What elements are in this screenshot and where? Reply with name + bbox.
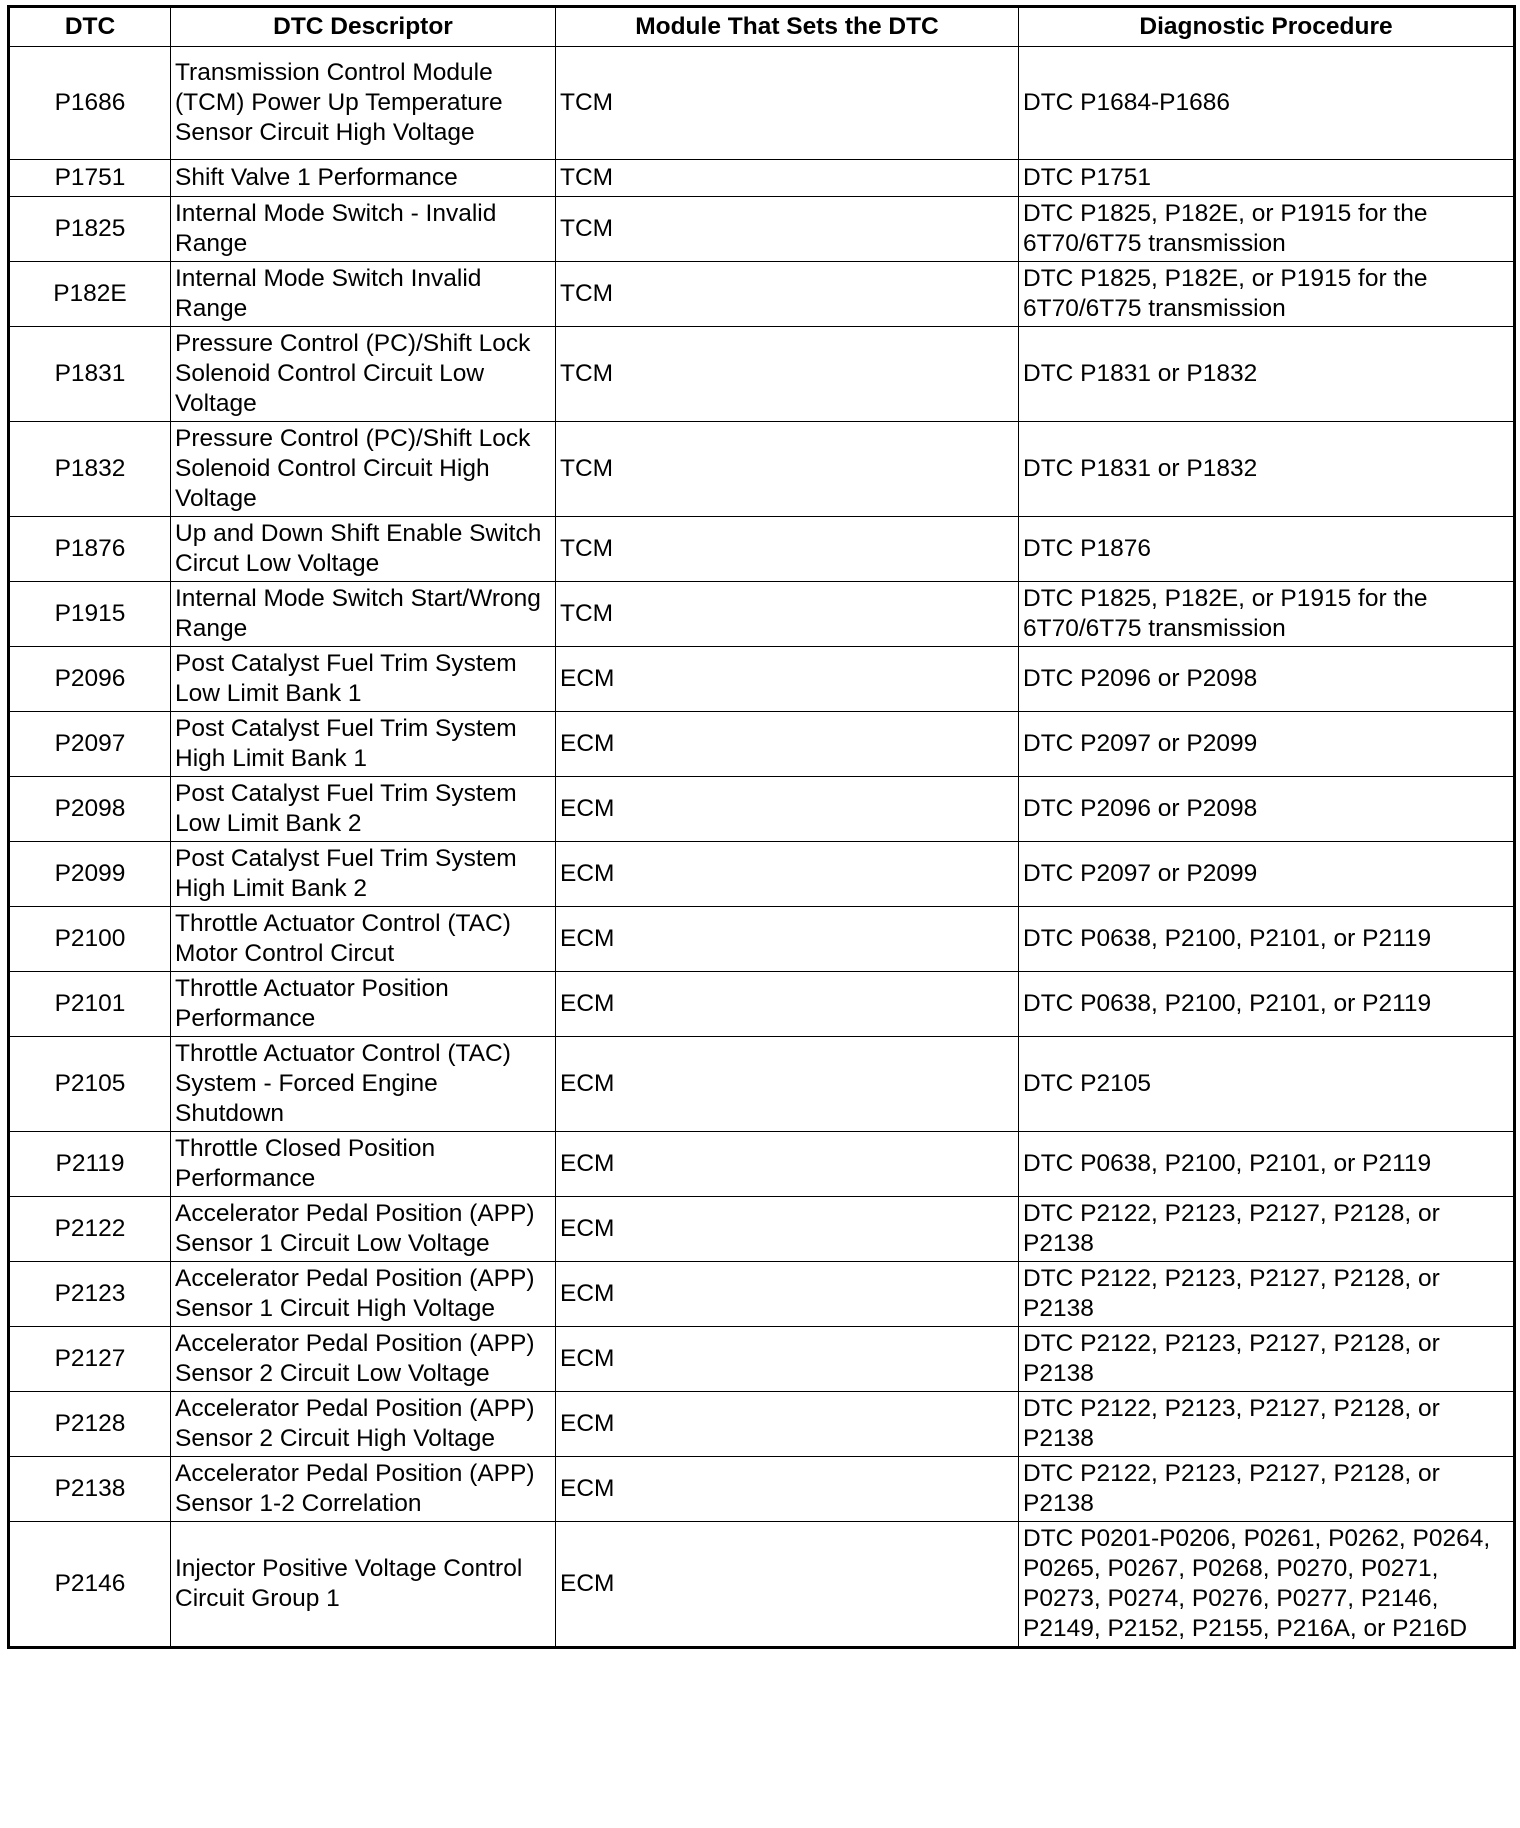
header-diagnostic-procedure: Diagnostic Procedure xyxy=(1019,7,1515,47)
module-cell: TCM xyxy=(556,160,1019,197)
dtc-descriptor-cell: Accelerator Pedal Position (APP) Sensor 1 Circuit Low Voltage xyxy=(171,1197,556,1262)
dtc-code-cell: P2146 xyxy=(9,1522,171,1648)
dtc-code-cell: P2123 xyxy=(9,1262,171,1327)
diagnostic-procedure-cell: DTC P2122, P2123, P2127, P2128, or P2138 xyxy=(1019,1392,1515,1457)
table-row xyxy=(9,1197,1515,1262)
table-row xyxy=(9,647,1515,712)
table-row xyxy=(9,1457,1515,1522)
dtc-descriptor-cell: Accelerator Pedal Position (APP) Sensor 1 Circuit High Voltage xyxy=(171,1262,556,1327)
dtc-code-cell: P1686 xyxy=(9,47,171,160)
dtc-code-cell: P2096 xyxy=(9,647,171,712)
table-row xyxy=(9,1132,1515,1197)
dtc-descriptor-cell: Throttle Actuator Control (TAC) System - Forced Engine Shutdown xyxy=(171,1037,556,1132)
dtc-descriptor-cell: Throttle Closed Position Performance xyxy=(171,1132,556,1197)
diagnostic-procedure-cell: DTC P2097 or P2099 xyxy=(1019,842,1515,907)
module-cell: ECM xyxy=(556,842,1019,907)
table-row xyxy=(9,262,1515,327)
table-row xyxy=(9,422,1515,517)
dtc-code-cell: P2101 xyxy=(9,972,171,1037)
table-row xyxy=(9,712,1515,777)
module-cell: ECM xyxy=(556,1327,1019,1392)
dtc-code-cell: P1751 xyxy=(9,160,171,197)
dtc-descriptor-cell: Injector Positive Voltage Control Circuit Group 1 xyxy=(171,1522,556,1648)
diagnostic-procedure-cell: DTC P2122, P2123, P2127, P2128, or P2138 xyxy=(1019,1262,1515,1327)
dtc-descriptor-cell: Accelerator Pedal Position (APP) Sensor 2 Circuit High Voltage xyxy=(171,1392,556,1457)
table-row xyxy=(9,1327,1515,1392)
table-row xyxy=(9,327,1515,422)
dtc-code-cell: P182E xyxy=(9,262,171,327)
dtc-code-cell: P2127 xyxy=(9,1327,171,1392)
dtc-descriptor-cell: Post Catalyst Fuel Trim System High Limit Bank 1 xyxy=(171,712,556,777)
table-row xyxy=(9,777,1515,842)
diagnostic-procedure-cell: DTC P0201-P0206, P0261, P0262, P0264, P0265, P0267, P0268, P0270, P0271, P0273, P0274, P0276, P0277, P2146, P2149, P2152, P2155, P216A, or P216D xyxy=(1019,1522,1515,1648)
dtc-descriptor-cell: Shift Valve 1 Performance xyxy=(171,160,556,197)
dtc-code-cell: P2128 xyxy=(9,1392,171,1457)
table-row xyxy=(9,972,1515,1037)
table-row xyxy=(9,160,1515,197)
table-row xyxy=(9,197,1515,262)
table-row xyxy=(9,1037,1515,1132)
table-row xyxy=(9,842,1515,907)
dtc-code-cell: P1831 xyxy=(9,327,171,422)
table-row xyxy=(9,1392,1515,1457)
dtc-descriptor-cell: Post Catalyst Fuel Trim System Low Limit Bank 2 xyxy=(171,777,556,842)
module-cell: ECM xyxy=(556,972,1019,1037)
module-cell: ECM xyxy=(556,777,1019,842)
header-module: Module That Sets the DTC xyxy=(556,7,1019,47)
diagnostic-procedure-cell: DTC P2105 xyxy=(1019,1037,1515,1132)
diagnostic-procedure-cell: DTC P1825, P182E, or P1915 for the 6T70/6T75 transmission xyxy=(1019,262,1515,327)
table-row xyxy=(9,582,1515,647)
header-dtc-descriptor: DTC Descriptor xyxy=(171,7,556,47)
diagnostic-procedure-cell: DTC P0638, P2100, P2101, or P2119 xyxy=(1019,1132,1515,1197)
dtc-code-cell: P2138 xyxy=(9,1457,171,1522)
module-cell: ECM xyxy=(556,1132,1019,1197)
dtc-descriptor-cell: Throttle Actuator Control (TAC) Motor Control Circut xyxy=(171,907,556,972)
diagnostic-procedure-cell: DTC P2096 or P2098 xyxy=(1019,647,1515,712)
diagnostic-procedure-cell: DTC P2122, P2123, P2127, P2128, or P2138 xyxy=(1019,1457,1515,1522)
dtc-descriptor-cell: Up and Down Shift Enable Switch Circut Low Voltage xyxy=(171,517,556,582)
dtc-descriptor-cell: Internal Mode Switch - Invalid Range xyxy=(171,197,556,262)
diagnostic-procedure-cell: DTC P1831 or P1832 xyxy=(1019,327,1515,422)
diagnostic-procedure-cell: DTC P1684-P1686 xyxy=(1019,47,1515,160)
table-row xyxy=(9,1262,1515,1327)
module-cell: ECM xyxy=(556,1197,1019,1262)
diagnostic-procedure-cell: DTC P1876 xyxy=(1019,517,1515,582)
dtc-descriptor-cell: Internal Mode Switch Start/Wrong Range xyxy=(171,582,556,647)
module-cell: TCM xyxy=(556,422,1019,517)
dtc-code-cell: P2100 xyxy=(9,907,171,972)
module-cell: TCM xyxy=(556,197,1019,262)
diagnostic-procedure-cell: DTC P1831 or P1832 xyxy=(1019,422,1515,517)
module-cell: ECM xyxy=(556,1262,1019,1327)
diagnostic-procedure-cell: DTC P1825, P182E, or P1915 for the 6T70/6T75 transmission xyxy=(1019,197,1515,262)
dtc-descriptor-cell: Post Catalyst Fuel Trim System Low Limit Bank 1 xyxy=(171,647,556,712)
dtc-code-cell: P2122 xyxy=(9,1197,171,1262)
diagnostic-procedure-cell: DTC P2122, P2123, P2127, P2128, or P2138 xyxy=(1019,1197,1515,1262)
module-cell: TCM xyxy=(556,582,1019,647)
dtc-code-cell: P1915 xyxy=(9,582,171,647)
dtc-code-cell: P1832 xyxy=(9,422,171,517)
dtc-code-cell: P2105 xyxy=(9,1037,171,1132)
table-row xyxy=(9,517,1515,582)
module-cell: TCM xyxy=(556,47,1019,160)
dtc-descriptor-cell: Throttle Actuator Position Performance xyxy=(171,972,556,1037)
dtc-descriptor-cell: Pressure Control (PC)/Shift Lock Solenoid Control Circuit High Voltage xyxy=(171,422,556,517)
dtc-descriptor-cell: Accelerator Pedal Position (APP) Sensor 1-2 Correlation xyxy=(171,1457,556,1522)
module-cell: TCM xyxy=(556,262,1019,327)
dtc-code-cell: P1825 xyxy=(9,197,171,262)
module-cell: TCM xyxy=(556,327,1019,422)
module-cell: ECM xyxy=(556,1457,1019,1522)
module-cell: ECM xyxy=(556,1522,1019,1648)
header-row xyxy=(9,7,1515,47)
table-row xyxy=(9,1522,1515,1648)
module-cell: ECM xyxy=(556,647,1019,712)
diagnostic-procedure-cell: DTC P0638, P2100, P2101, or P2119 xyxy=(1019,972,1515,1037)
dtc-descriptor-cell: Transmission Control Module (TCM) Power Up Temperature Sensor Circuit High Voltage xyxy=(171,47,556,160)
dtc-descriptor-cell: Internal Mode Switch Invalid Range xyxy=(171,262,556,327)
module-cell: ECM xyxy=(556,1392,1019,1457)
diagnostic-procedure-cell: DTC P2096 or P2098 xyxy=(1019,777,1515,842)
diagnostic-procedure-cell: DTC P1751 xyxy=(1019,160,1515,197)
table-row xyxy=(9,47,1515,160)
dtc-code-cell: P2099 xyxy=(9,842,171,907)
dtc-descriptor-cell: Accelerator Pedal Position (APP) Sensor 2 Circuit Low Voltage xyxy=(171,1327,556,1392)
table-row xyxy=(9,907,1515,972)
module-cell: ECM xyxy=(556,1037,1019,1132)
dtc-descriptor-cell: Pressure Control (PC)/Shift Lock Solenoid Control Circuit Low Voltage xyxy=(171,327,556,422)
dtc-code-cell: P2098 xyxy=(9,777,171,842)
dtc-code-cell: P2097 xyxy=(9,712,171,777)
module-cell: ECM xyxy=(556,907,1019,972)
diagnostic-procedure-cell: DTC P1825, P182E, or P1915 for the 6T70/6T75 transmission xyxy=(1019,582,1515,647)
dtc-table xyxy=(7,5,1516,1649)
dtc-code-cell: P2119 xyxy=(9,1132,171,1197)
diagnostic-procedure-cell: DTC P2122, P2123, P2127, P2128, or P2138 xyxy=(1019,1327,1515,1392)
header-dtc: DTC xyxy=(9,7,171,47)
diagnostic-procedure-cell: DTC P0638, P2100, P2101, or P2119 xyxy=(1019,907,1515,972)
module-cell: TCM xyxy=(556,517,1019,582)
table-header xyxy=(9,7,1515,47)
table-body xyxy=(9,47,1515,1648)
dtc-descriptor-cell: Post Catalyst Fuel Trim System High Limit Bank 2 xyxy=(171,842,556,907)
module-cell: ECM xyxy=(556,712,1019,777)
diagnostic-procedure-cell: DTC P2097 or P2099 xyxy=(1019,712,1515,777)
dtc-code-cell: P1876 xyxy=(9,517,171,582)
